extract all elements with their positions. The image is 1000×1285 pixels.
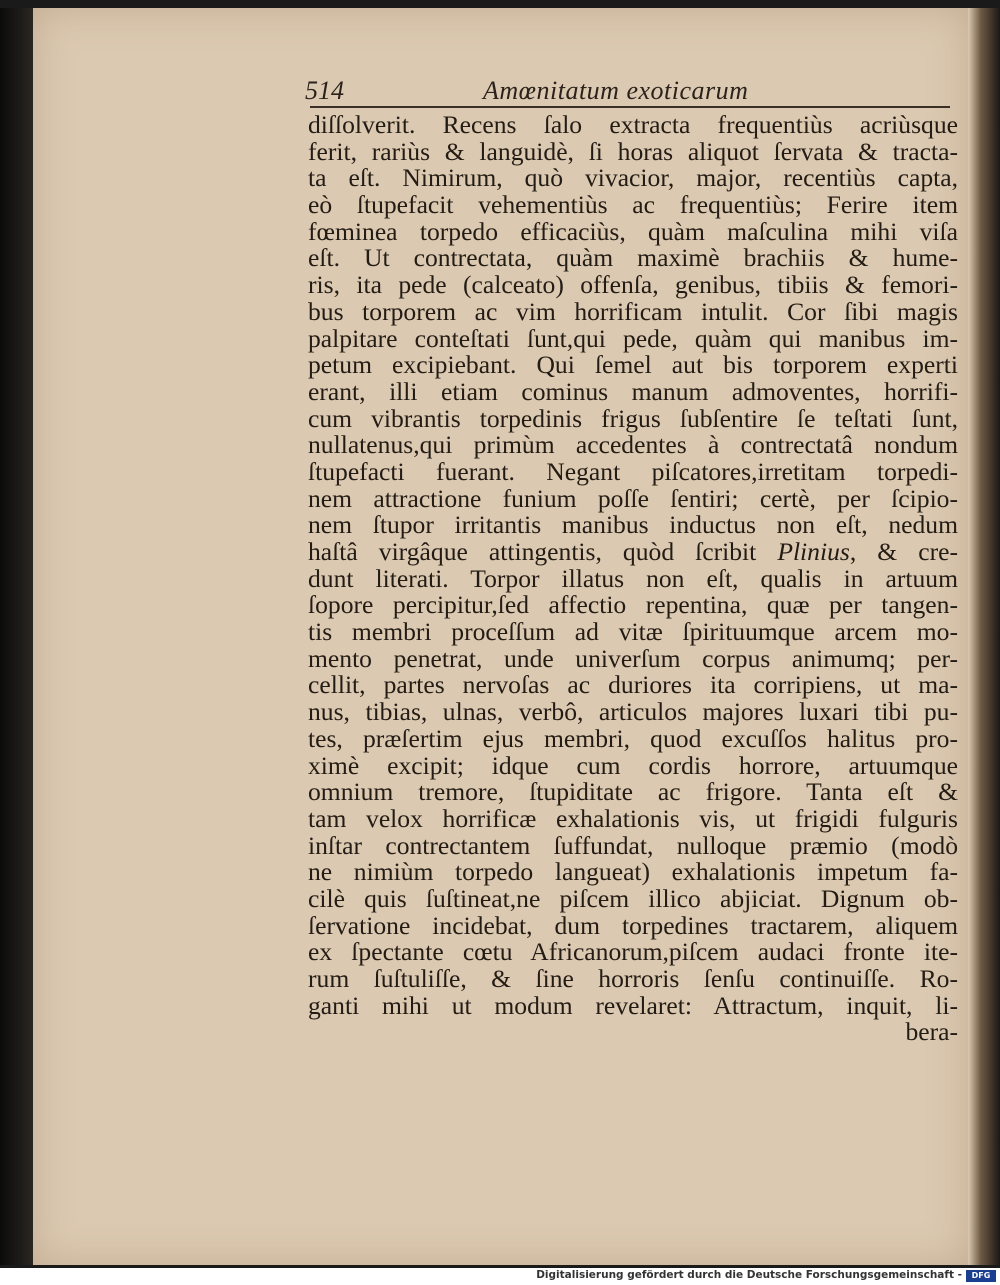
text-line: cellit, partes nervoſas ac duriores ita corripiens, ut ma- <box>308 670 958 700</box>
text-line: tes, præſertim ejus membri, quod excuſſos halitus pro- <box>308 723 958 753</box>
text-line: eò ſtupefacit vehementiùs ac frequentiùs; Ferire item <box>308 190 958 220</box>
digitization-footer <box>0 1268 1000 1285</box>
italic-name: Plinius <box>777 537 850 566</box>
header-rule <box>310 106 950 108</box>
text-line: eſt. Ut contrectata, quàm maximè brachiis & hume- <box>308 243 958 273</box>
text-line: haſtâ virgâque attingentis, quòd ſcribit Plinius, & cre- <box>308 537 958 566</box>
text-line: ſervatione incidebat, dum torpedines tractarem, aliquem <box>308 910 958 940</box>
text-line: bus torporem ac vim horrificam intulit. Cor ſibi magis <box>308 296 958 326</box>
dfg-logo-icon: DFG <box>966 1270 996 1282</box>
text-line: ferit, rariùs & languidè, ſi horas aliquot ſervata & tracta- <box>308 136 958 166</box>
text-line: nus, tibias, ulnas, verbô, articulos majores luxari tibi pu- <box>308 697 958 727</box>
text-line: mento penetrat, unde univerſum corpus animumq; per- <box>308 643 958 673</box>
running-title: Amœnitatum exoticarum <box>483 76 749 105</box>
text-line: ris, ita pede (calceato) offenſa, genibus, tibiis & femori- <box>308 270 958 300</box>
text-line: ganti mihi ut modum revelaret: Attractum, inquit, li- <box>308 990 958 1020</box>
scan-left-edge <box>0 8 33 1265</box>
text-line: petum excipiebant. Qui ſemel aut bis torporem experti <box>308 350 958 380</box>
page-header <box>305 74 955 108</box>
text-line: fœminea torpedo efficaciùs, quàm maſculina mihi viſa <box>308 216 958 246</box>
text-line: dunt literati. Torpor illatus non eſt, qualis in artuum <box>308 563 958 593</box>
text-line: rum ſuſtuliſſe, & ſine horroris ſenſu continuiſſe. Ro- <box>308 964 958 993</box>
text-line: nem ſtupor irritantis manibus inductus non eſt, nedum <box>308 510 958 540</box>
text-line: tis membri proceſſum ad vitæ ſpirituumque arcem mo- <box>308 617 958 647</box>
text-line: ximè excipit; idque cum cordis horrore, artuumque <box>308 750 958 780</box>
text-line: tam velox horrificæ exhalationis vis, ut frigidi fulguris <box>308 803 958 833</box>
text-line: ne nimiùm torpedo langueat) exhalationis impetum fa- <box>308 857 958 887</box>
text-line: omnium tremore, ſtupiditate ac frigore. Tanta eſt & <box>308 777 958 807</box>
text-line: ta eſt. Nimirum, quò vivacior, major, recentiùs capta, <box>308 163 958 193</box>
text-line: palpitare conteſtati ſunt,qui pede, quàm qui manibus im- <box>308 323 958 353</box>
body-text <box>308 112 958 1046</box>
text-line: nullatenus,qui primùm accedentes à contrectatâ nondum <box>308 430 958 460</box>
funding-credit: Digitalisierung gefördert durch die Deutsche Forschungsgemeinschaft - <box>536 1269 962 1281</box>
text-line: ſtupefacti fuerant. Negant piſcatores,irretitam torpedi- <box>308 456 958 486</box>
catchword: bera- <box>905 1017 958 1047</box>
text-line: inſtar contrectantem ſuffundat, nulloque præmio (modò <box>308 830 958 860</box>
text-line: nem attractione funium poſſe ſentiri; certè, per ſcipio- <box>308 483 958 513</box>
text-line: cilè quis ſuſtineat,ne piſcem illico abjiciat. Dignum ob- <box>308 883 958 913</box>
text-line: erant, illi etiam cominus manum admoventes, horrifi- <box>308 376 958 406</box>
text-line: ſopore percipitur,ſed affectio repentina, quæ per tangen- <box>308 590 958 620</box>
text-line: ex ſpectante cœtu Africanorum,piſcem audaci fronte ite- <box>308 937 958 967</box>
text-line: cum vibrantis torpedinis frigus ſubſentire ſe teſtati ſunt, <box>308 403 958 433</box>
page-number: 514 <box>305 76 344 105</box>
text-line: diſſolverit. Recens ſalo extracta frequentiùs acriùsque <box>308 110 958 139</box>
page-gutter-edge <box>968 8 1000 1265</box>
